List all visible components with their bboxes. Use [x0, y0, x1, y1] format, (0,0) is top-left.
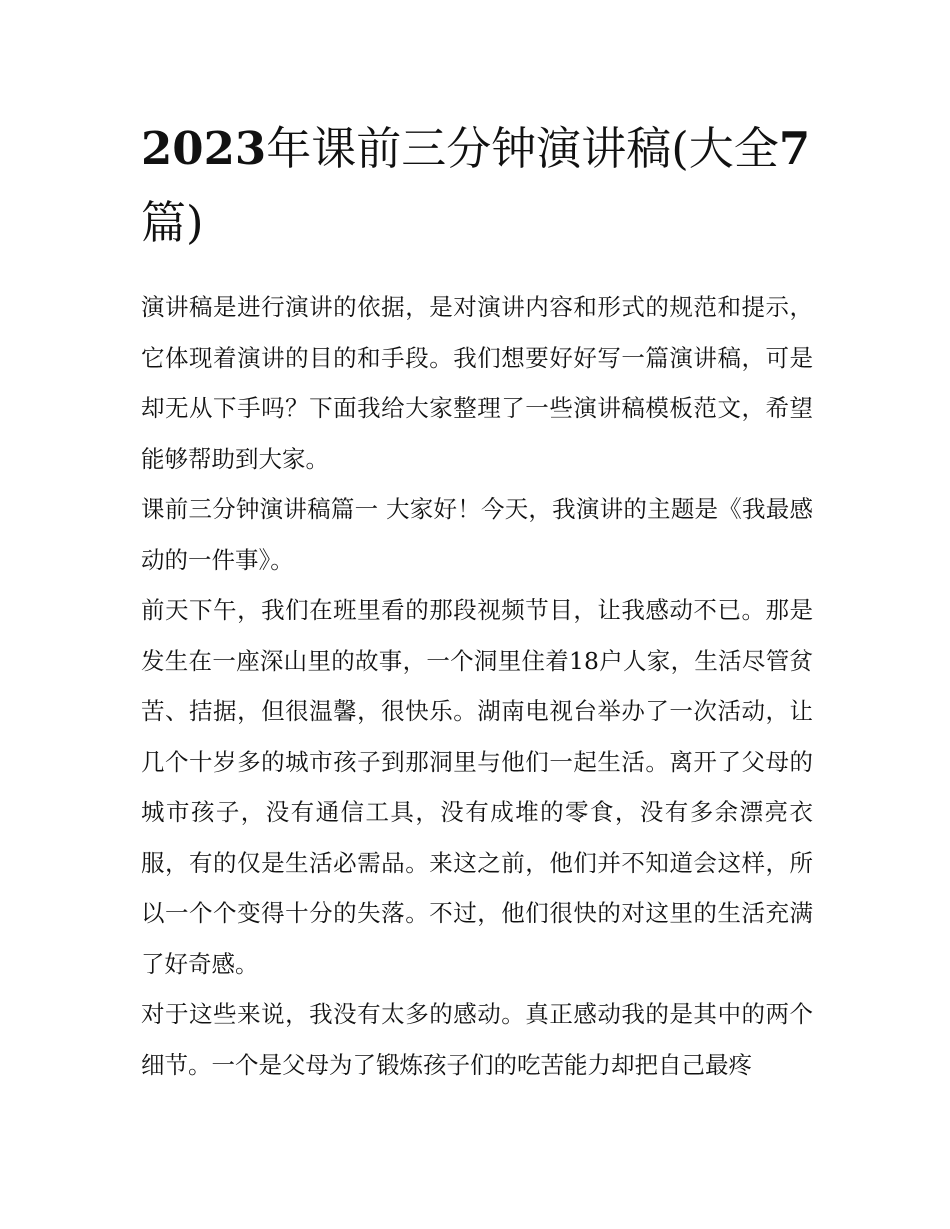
title-count: 7: [778, 122, 811, 175]
title-suffix: 篇): [141, 196, 204, 249]
document-title: [141, 112, 813, 260]
title-text: 年课前三分钟演讲稿(大全: [266, 122, 779, 175]
speech-one-story: 前天下午，我们在班里看的那段视频节目，让我感动不已。那是发生在一座深山里的故事，一个洞里住着18户人家，生活尽管贫苦、拮据，但很温馨，很快乐。湖南电视台举办了一次活动，让几个十岁多的城市孩子到那洞里与他们一起生活。离开了父母的城市孩子，没有通信工具，没有成堆的零食，没有多余漂亮衣服，有的仅是生活必需品。来这之前，他们并不知道会这样，所以一个个变得十分的失落。不过，他们很快的对这里的生活充满了好奇感。: [141, 596, 813, 978]
speech-one-opening: 课前三分钟演讲稿篇一 大家好！今天，我演讲的主题是《我最感动的一件事》。: [141, 495, 813, 574]
intro-paragraph: 演讲稿是进行演讲的依据，是对演讲内容和形式的规范和提示，它体现着演讲的目的和手段。我们想要好好写一篇演讲稿，可是却无从下手吗？下面我给大家整理了一些演讲稿模板范文，希望能够帮助到大家。: [141, 293, 813, 473]
document-body: [141, 112, 813, 1090]
title-year: 2023: [141, 122, 267, 175]
speech-one-reflection: 对于这些来说，我没有太多的感动。真正感动我的是其中的两个细节。一个是父母为了锻炼孩子们的吃苦能力却把自己最疼: [141, 1000, 813, 1079]
